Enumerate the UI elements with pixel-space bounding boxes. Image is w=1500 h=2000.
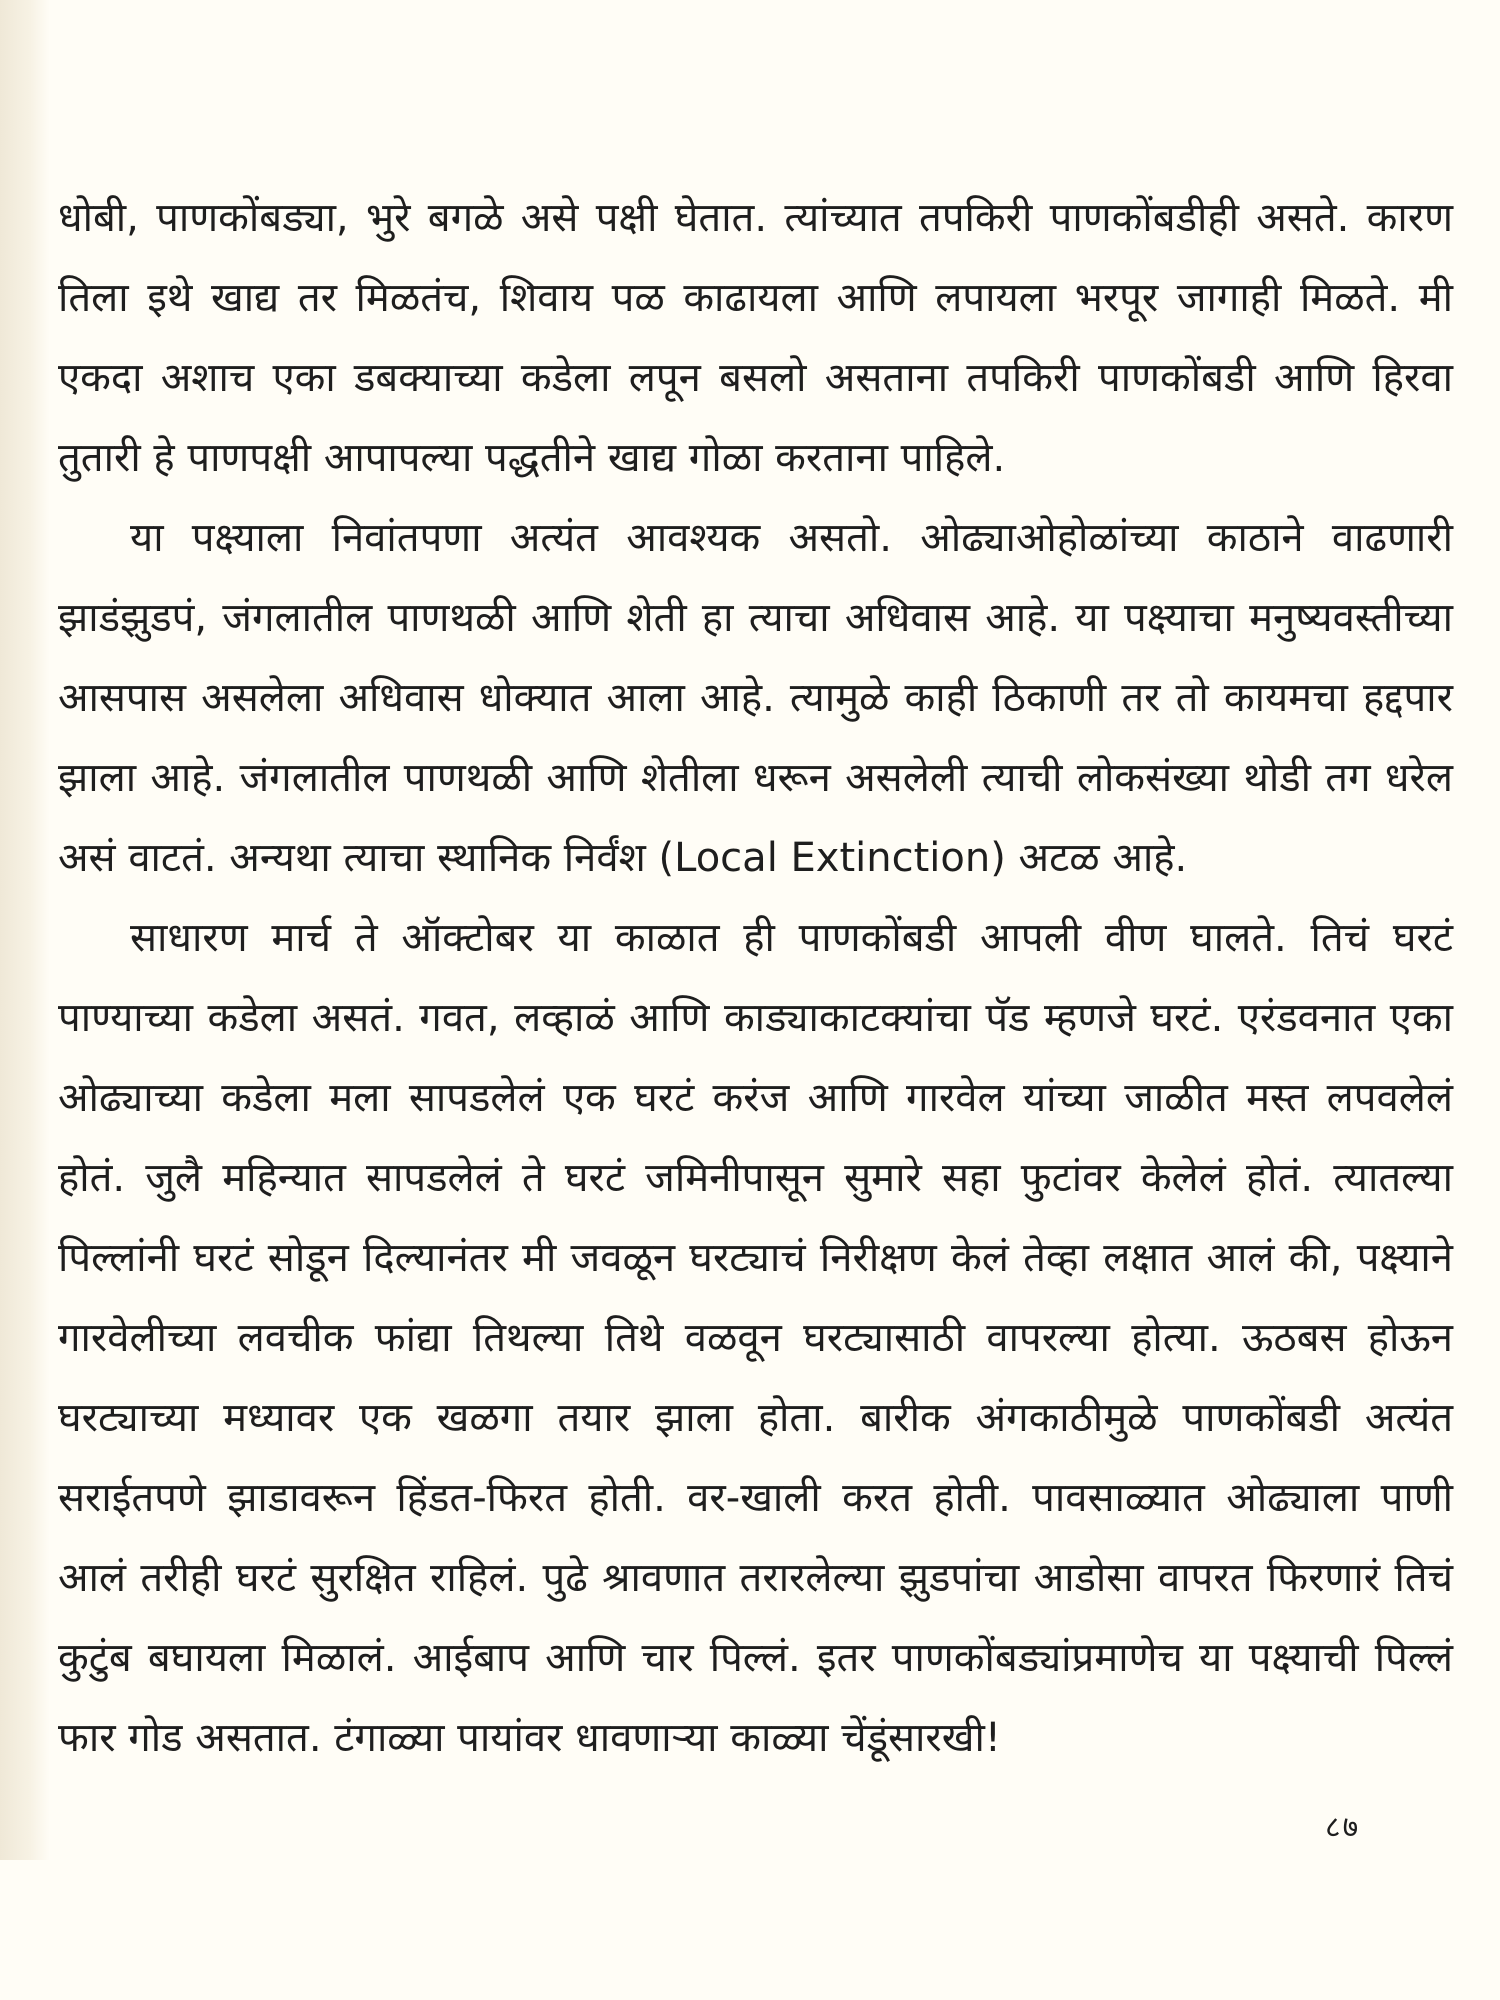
paragraph-3: साधारण मार्च ते ऑक्टोबर या काळात ही पाणकोंबडी आपली वीण घालते. तिचं घरटं पाण्याच्या कडेला असतं. गवत, लव्हाळं आणि काड्याकाटक्यांचा पॅड म्हणजे घरटं. एरंडवनात एका ओढ्याच्या कडेला मला सापडलेलं एक घरटं करंज आणि गारवेल यांच्या जाळीत मस्त लपवलेलं होतं. जुलै महिन्यात सापडलेलं ते घरटं जमिनीपासून सुमारे सहा फुटांवर केलेलं होतं. त्यातल्या पिल्लांनी घरटं सोडून दिल्यानंतर मी जवळून घरट्याचं निरीक्षण केलं तेव्हा लक्षात आलं की, पक्ष्याने गारवेलीच्या लवचीक फांद्या तिथल्या तिथे वळवून घरट्यासाठी वापरल्या होत्या. ऊठबस होऊन घरट्याच्या मध्यावर एक खळगा तयार झाला होता. बारीक अंगकाठीमुळे पाणकोंबडी अत्यंत सराईतपणे झाडावरून हिंडत-फिरत होती. वर-खाली करत होती. पावसाळ्यात ओढ्याला पाणी आलं तरीही घरटं सुरक्षित राहिलं. पुढे श्रावणात तरारलेल्या झुडपांचा आडोसा वापरत फिरणारं तिचं कुटुंब बघायला मिळालं. आईबाप आणि चार पिल्लं. इतर पाणकोंबड्यांप्रमाणेच या पक्ष्याची पिल्लं फार गोड असतात. टंगाळ्या पायांवर धावणाऱ्या काळ्या चेंडूंसारखी! (58, 915, 1453, 1761)
paragraph-2: या पक्ष्याला निवांतपणा अत्यंत आवश्यक असतो. ओढ्याओहोळांच्या काठाने वाढणारी झाडंझुडपं, जंगलातील पाणथळी आणि शेती हा त्याचा अधिवास आहे. या पक्ष्याचा मनुष्यवस्तीच्या आसपास असलेला अधिवास धोक्यात आला आहे. त्यामुळे काही ठिकाणी तर तो कायमचा हद्दपार झाला आहे. जंगलातील पाणथळी आणि शेतीला धरून असलेली त्याची लोकसंख्या थोडी तग धरेल असं वाटतं. अन्यथा त्याचा स्थानिक निर्वंश (Local Extinction) अटळ आहे. (58, 515, 1453, 881)
paragraph-1: धोबी, पाणकोंबड्या, भुरे बगळे असे पक्षी घेतात. त्यांच्यात तपकिरी पाणकोंबडीही असते. कारण तिला इथे खाद्य तर मिळतंच, शिवाय पळ काढायला आणि लपायला भरपूर जागाही मिळते. मी एकदा अशाच एका डबक्याच्या कडेला लपून बसलो असताना तपकिरी पाणकोंबडी आणि हिरवा तुतारी हे पाणपक्षी आपापल्या पद्धतीने खाद्य गोळा करताना पाहिले. (58, 195, 1453, 481)
page-number: ८७ (1325, 1810, 1361, 1845)
body-text (58, 178, 1453, 1778)
page-binding-shadow (0, 0, 50, 1860)
